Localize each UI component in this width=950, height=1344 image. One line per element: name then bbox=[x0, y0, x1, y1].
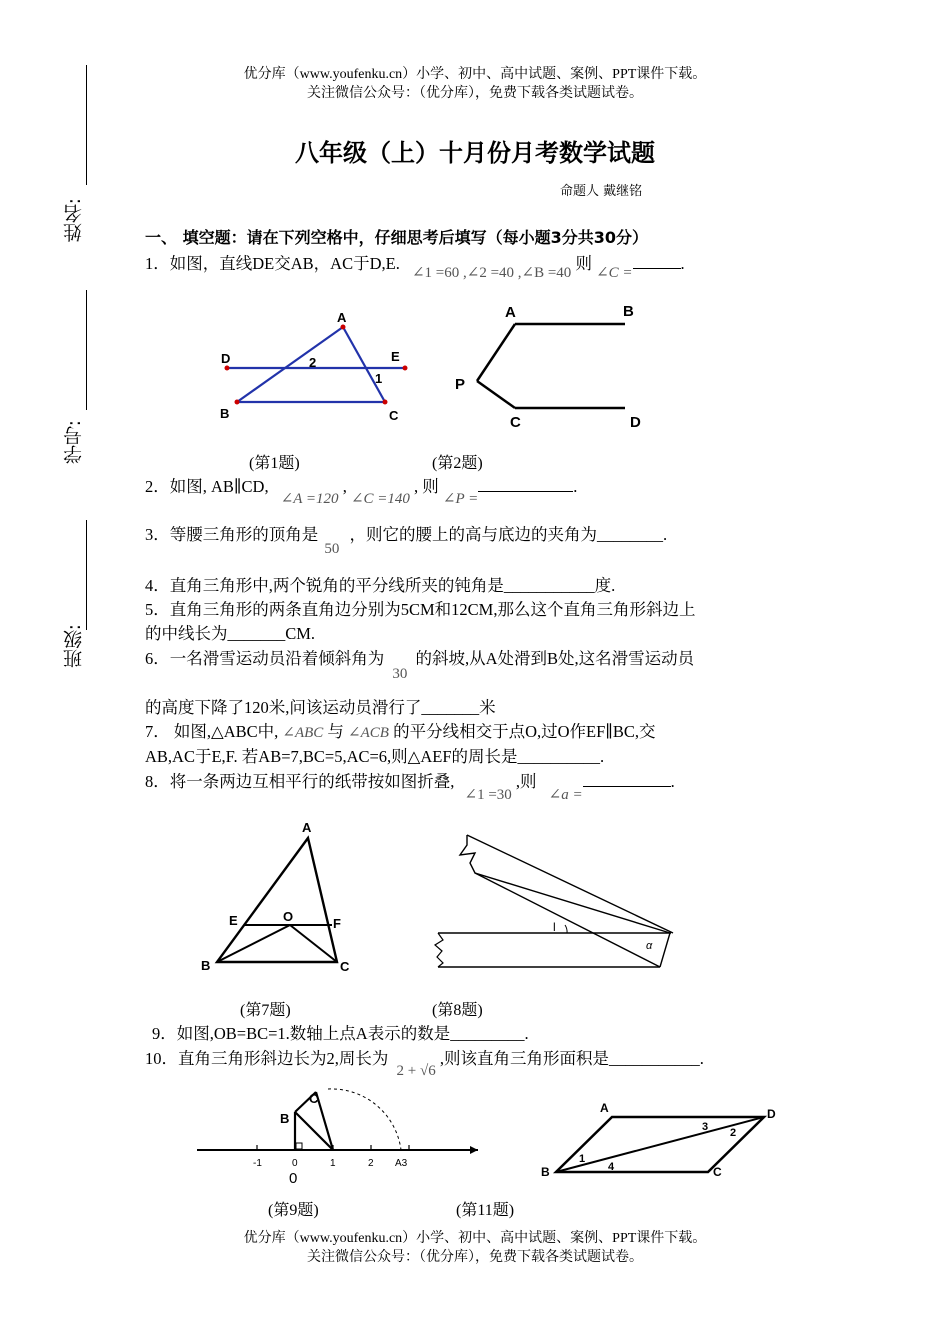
arc-dashed bbox=[328, 1089, 401, 1150]
fold-edge bbox=[660, 933, 670, 967]
question-2: 2．如图, AB∥CD, ∠A =120 , ∠C =140 , 则 ∠P =. bbox=[145, 477, 578, 507]
answer-blank[interactable] bbox=[583, 770, 671, 787]
answer-blank[interactable] bbox=[633, 252, 681, 269]
label-c: C bbox=[389, 408, 399, 423]
angle-1-label: 1 bbox=[375, 371, 383, 386]
right-angle-mark bbox=[296, 1143, 302, 1149]
label-e: E bbox=[391, 349, 400, 364]
label-o: O bbox=[283, 909, 294, 924]
question-5-line-1: 5．直角三角形的两条直角边分别为5CM和12CM,那么这个直角三角形斜边上 bbox=[145, 600, 696, 619]
angle-1-label: 1 bbox=[579, 1153, 586, 1165]
caption-q9: (第9题) bbox=[268, 1202, 319, 1219]
angle-2-label: 2 bbox=[309, 355, 317, 370]
label-origin: 0 bbox=[289, 1170, 298, 1187]
section-heading: 一、 填空题：请在下列空格中，仔细思考后填写（每小题3分共30分） bbox=[145, 228, 648, 247]
strip-fold-line bbox=[475, 873, 660, 967]
label-a: A bbox=[337, 310, 347, 325]
label-b: B bbox=[220, 406, 230, 421]
figure-7 bbox=[195, 815, 365, 980]
tick-label: 1 bbox=[330, 1158, 336, 1169]
footer-line-1: 优分库（www.youfenku.cn）小学、初中、高中试题、案例、PPT课件下载。 bbox=[243, 1231, 707, 1246]
tick-label: 2 bbox=[368, 1158, 374, 1169]
footer-line-2: 关注微信公众号：（优分库），免费下载各类试题试卷。 bbox=[307, 1250, 643, 1265]
segment-pc bbox=[477, 381, 515, 408]
caption-q7: (第7题) bbox=[240, 1002, 291, 1019]
segment-ac bbox=[343, 327, 385, 402]
label-c: C bbox=[340, 959, 350, 974]
figure-1 bbox=[215, 305, 415, 430]
label-d: D bbox=[221, 351, 231, 366]
point-e bbox=[403, 366, 408, 371]
label-c: C bbox=[713, 1165, 722, 1179]
angle-3-label: 3 bbox=[702, 1121, 709, 1133]
label-p: P bbox=[455, 376, 466, 393]
answer-blank[interactable] bbox=[478, 475, 573, 492]
question-3: 3．等腰三角形的顶角是 50 ，则它的腰上的高与底边的夹角为________. bbox=[145, 525, 668, 557]
question-1: 1．如图，直线DE交AB，AC于D,E. ∠1 =60 ,∠2 =40 ,∠B =40 则 ∠C = . bbox=[145, 254, 685, 281]
tick-label: 0 bbox=[292, 1158, 298, 1169]
question-6-line-2: 的高度下降了120米,问该运动员滑行了_______米 bbox=[145, 698, 496, 717]
segment-bo bbox=[217, 925, 290, 962]
label-b: B bbox=[201, 958, 211, 973]
angle-1-label: l bbox=[553, 920, 556, 934]
tick-label: A3 bbox=[395, 1158, 408, 1169]
binding-line bbox=[86, 520, 87, 630]
question-6: 6．一名滑雪运动员沿着倾斜角为 30 的斜坡,从A处滑到B处,这名滑雪运动员 bbox=[145, 649, 695, 682]
label-c: C bbox=[510, 414, 521, 431]
label-e: E bbox=[229, 913, 238, 928]
figure-2 bbox=[450, 298, 660, 433]
segment-ap bbox=[477, 324, 515, 381]
label-d: D bbox=[767, 1107, 776, 1121]
arrow-icon bbox=[470, 1146, 478, 1154]
segment-ab bbox=[237, 327, 343, 402]
question-7-line-1: 7． 如图,△ABC中, ∠ABC 与 ∠ACB 的平分线相交于点O,过O作EF∥BC,交 bbox=[145, 722, 656, 741]
tick-label: -1 bbox=[253, 1158, 262, 1169]
question-9: 9．如图,OB=BC=1.数轴上点A表示的数是_________. bbox=[152, 1024, 529, 1043]
caption-q1: (第1题) bbox=[249, 455, 300, 472]
figure-8 bbox=[415, 825, 680, 975]
label-f: F bbox=[333, 916, 341, 931]
strip-torn-edge bbox=[435, 933, 443, 967]
student-id-label: 学号: bbox=[63, 420, 85, 465]
figure-9 bbox=[193, 1087, 488, 1192]
figure-11 bbox=[538, 1098, 788, 1186]
caption-q8: (第8题) bbox=[432, 1002, 483, 1019]
angle-2-label: 2 bbox=[730, 1127, 737, 1139]
point-c bbox=[383, 400, 388, 405]
question-8: 8．将一条两边互相平行的纸带按如图折叠, ∠1 =30 ,则 ∠a =. bbox=[145, 772, 675, 803]
point-d bbox=[225, 366, 230, 371]
point-a bbox=[341, 325, 346, 330]
label-d: D bbox=[630, 414, 641, 431]
angle-alpha-label: α bbox=[646, 940, 653, 952]
label-a: A bbox=[600, 1101, 609, 1115]
point-b bbox=[235, 400, 240, 405]
question-7-line-2: AB,AC于E,F. 若AB=7,BC=5,AC=6,则△AEF的周长是__________. bbox=[145, 747, 605, 766]
label-b: B bbox=[623, 303, 634, 320]
page-title: 八年级（上）十月份月考数学试题 bbox=[295, 139, 655, 167]
triangle-abc bbox=[217, 838, 337, 962]
label-c: C bbox=[309, 1091, 319, 1106]
name-label: 姓名: bbox=[63, 198, 85, 243]
binding-line bbox=[86, 290, 87, 410]
angle-4-label: 4 bbox=[608, 1161, 615, 1173]
caption-q2: (第2题) bbox=[432, 455, 483, 472]
label-b: B bbox=[280, 1111, 290, 1126]
angle-1-arc bbox=[565, 925, 567, 933]
label-a: A bbox=[505, 304, 516, 321]
header-line-2: 关注微信公众号：（优分库），免费下载各类试题试卷。 bbox=[307, 86, 643, 101]
diagonal-bd bbox=[556, 1117, 764, 1172]
label-b: B bbox=[541, 1165, 550, 1179]
question-10: 10．直角三角形斜边长为2,周长为 2 + √6 ,则该直角三角形面积是___________. bbox=[145, 1049, 704, 1079]
question-4: 4．直角三角形中,两个锐角的平分线所夹的钝角是___________度. bbox=[145, 576, 616, 595]
class-label: 班级: bbox=[63, 624, 85, 669]
label-a: A bbox=[302, 820, 312, 835]
caption-q11: (第11题) bbox=[456, 1202, 515, 1219]
author: 命题人 戴继铭 bbox=[560, 184, 643, 199]
header-line-1: 优分库（www.youfenku.cn）小学、初中、高中试题、案例、PPT课件下载。 bbox=[243, 67, 707, 82]
question-5-line-2: 的中线长为_______CM. bbox=[145, 624, 316, 643]
